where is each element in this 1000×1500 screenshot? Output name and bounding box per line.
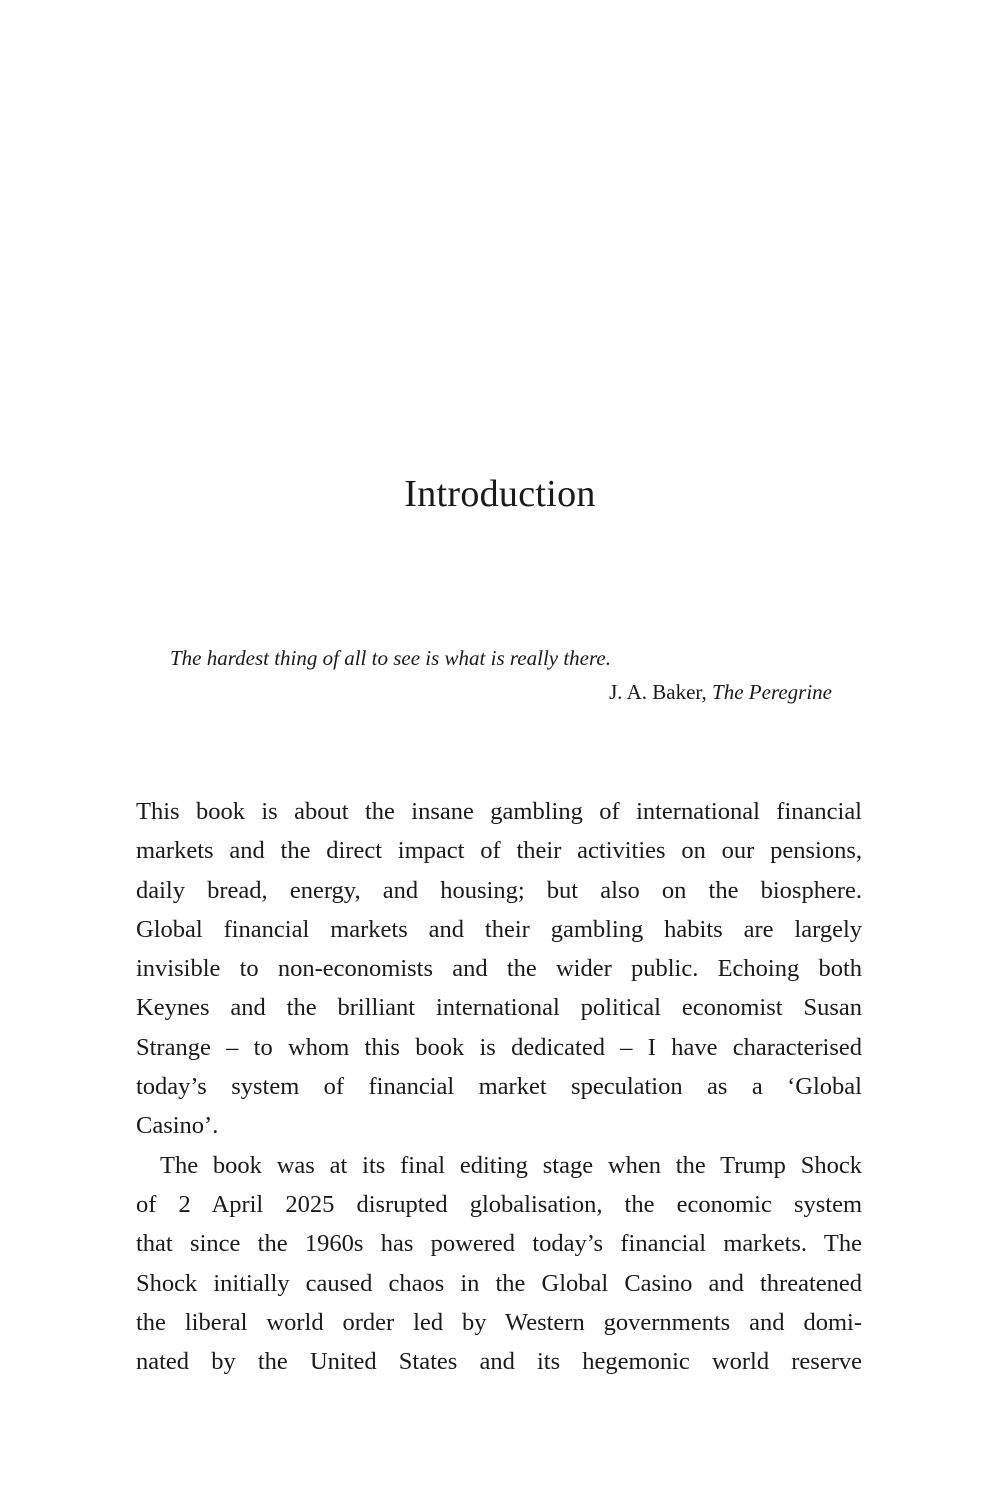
text-line: the liberal world order led by Western governments and domi-	[136, 1308, 862, 1336]
text-line: markets and the direct impact of their activities on our pensions,	[136, 837, 862, 865]
epigraph	[170, 641, 832, 709]
paragraph-2	[136, 1146, 862, 1382]
epigraph-quote: The hardest thing of all to see is what is really there.	[170, 646, 611, 670]
epigraph-author: J. A. Baker,	[609, 680, 713, 704]
text-line: daily bread, energy, and housing; but also on the biosphere.	[136, 876, 862, 904]
text-line: This book is about the insane gambling of international financial	[136, 798, 862, 825]
text-line: nated by the United States and its hegemonic world reserve	[136, 1348, 862, 1376]
text-line: Keynes and the brilliant international political economist Susan	[136, 994, 862, 1022]
text-line: today’s system of financial market speculation as a ‘Global	[136, 1073, 862, 1101]
text-line: Shock initially caused chaos in the Global Casino and threatened	[136, 1269, 862, 1297]
text-line: invisible to non-economists and the wider public. Echoing both	[136, 955, 862, 983]
text-line: that since the 1960s has powered today’s financial markets. The	[136, 1230, 862, 1258]
text-line: The book was at its final editing stage when the Trump Shock	[160, 1151, 862, 1179]
epigraph-attribution	[170, 675, 832, 709]
body-text	[136, 792, 862, 1381]
text-line: Casino’.	[136, 1112, 219, 1140]
paragraph-1	[136, 792, 862, 1146]
text-line: of 2 April 2025 disrupted globalisation, the economic system	[136, 1190, 862, 1218]
epigraph-work-title: The Peregrine	[712, 680, 832, 704]
text-line: Global financial markets and their gambling habits are largely	[136, 915, 862, 943]
chapter-title: Introduction	[404, 473, 596, 515]
text-line: Strange – to whom this book is dedicated – I have characterised	[136, 1033, 862, 1061]
